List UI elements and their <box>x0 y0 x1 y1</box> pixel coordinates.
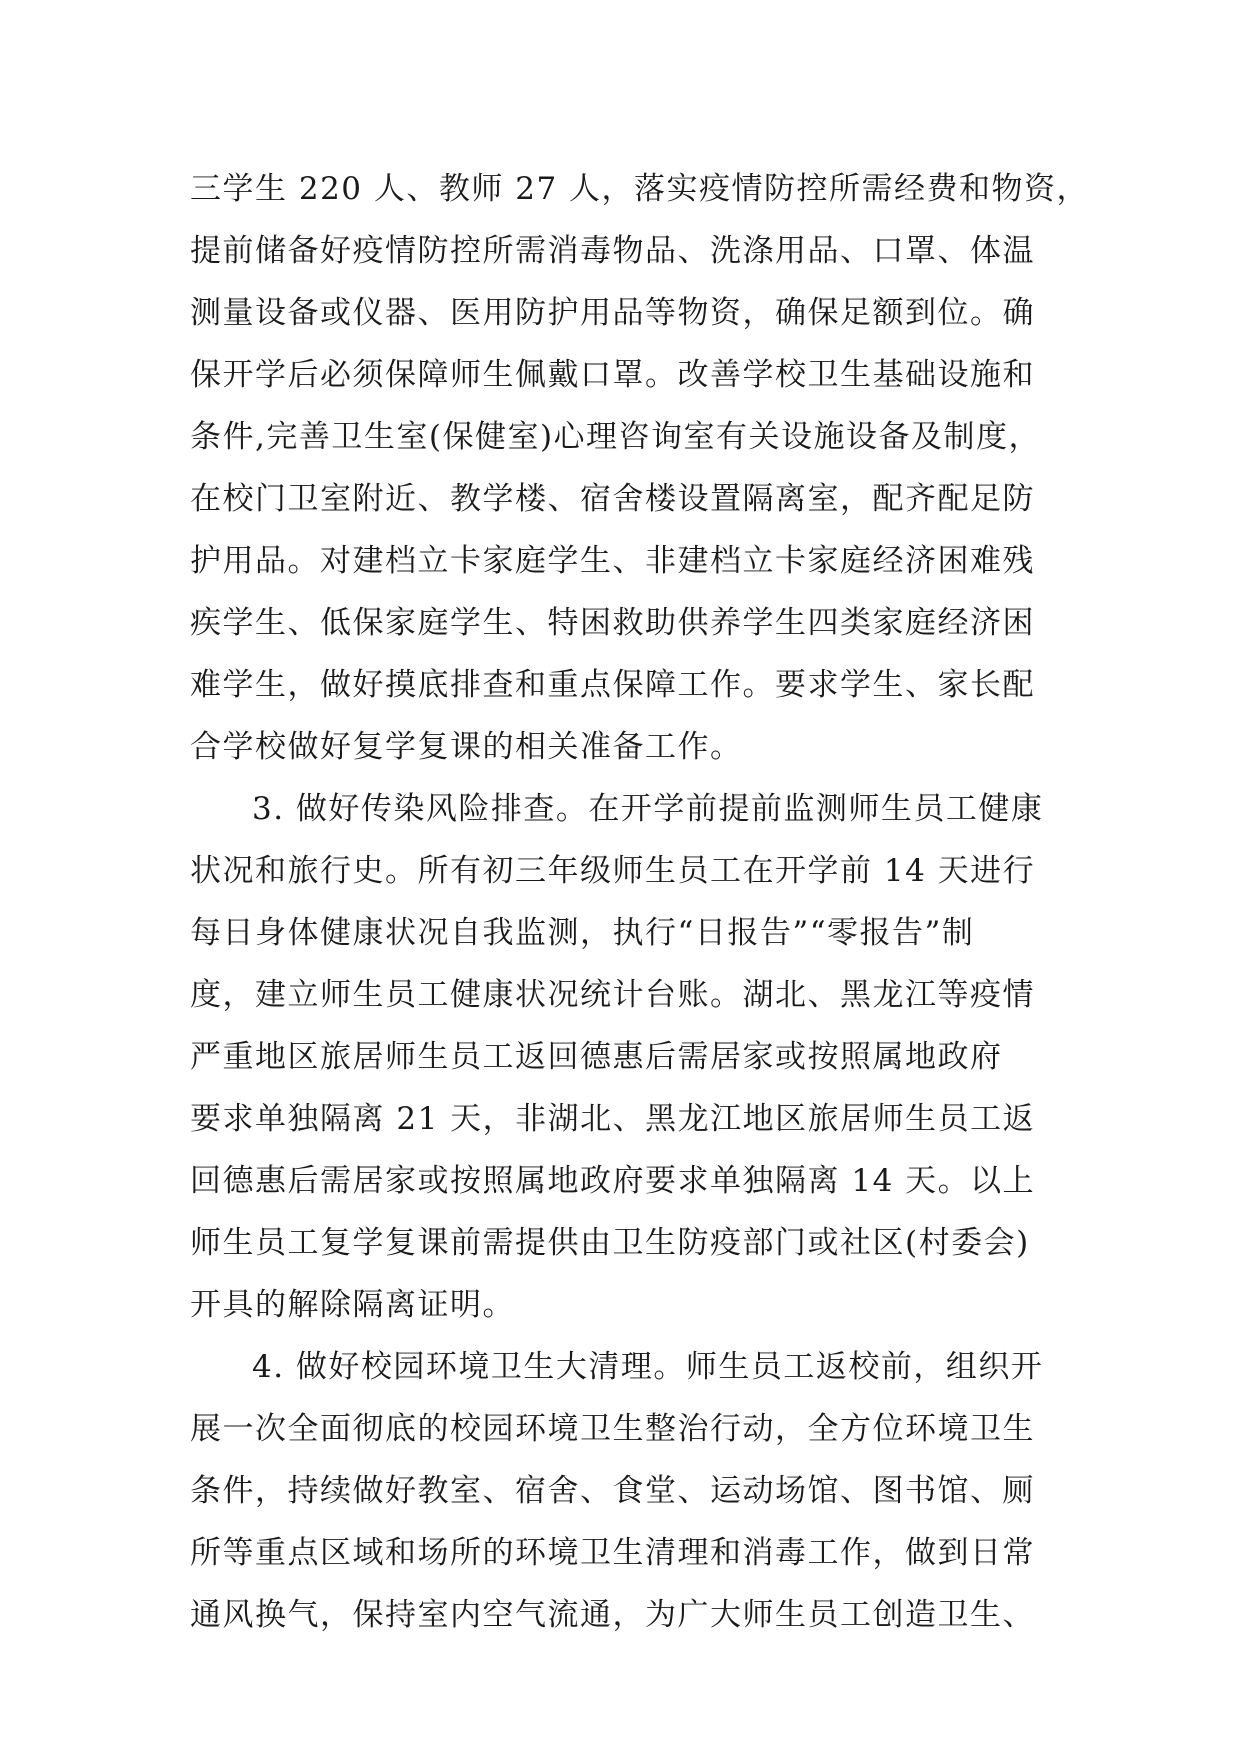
text-line: 回德惠后需居家或按照属地政府要求单独隔离 14 天。以上 <box>190 1163 1036 1199</box>
text-line: 保开学后必须保障师生佩戴口罩。改善学校卫生基础设施和 <box>190 357 1035 393</box>
text-line: 提前储备好疫情防控所需消毒物品、洗涤用品、口罩、体温 <box>190 233 1035 269</box>
text-line: 护用品。对建档立卡家庭学生、非建档立卡家庭经济困难残 <box>190 543 1035 579</box>
text-line: 难学生，做好摸底排查和重点保障工作。要求学生、家长配 <box>190 667 1035 703</box>
text-line: 三学生 220 人、教师 27 人，落实疫情防控所需经费和物资， <box>190 171 1090 207</box>
text-line: 师生员工复学复课前需提供由卫生防疫部门或社区(村委会) <box>190 1225 1030 1261</box>
text-line: 所等重点区域和场所的环境卫生清理和消毒工作，做到日常 <box>190 1535 1035 1571</box>
text-line: 度，建立师生员工健康状况统计台账。湖北、黑龙江等疫情 <box>190 977 1035 1013</box>
document-body <box>190 158 1090 1646</box>
text-line: 开具的解除隔离证明。 <box>190 1287 515 1323</box>
text-line: 条件，持续做好教室、宿舍、食堂、运动场馆、图书馆、厕 <box>190 1473 1035 1509</box>
text-line: 疾学生、低保家庭学生、特困救助供养学生四类家庭经济困 <box>190 605 1035 641</box>
text-line: 要求单独隔离 21 天，非湖北、黑龙江地区旅居师生员工返 <box>190 1101 1036 1137</box>
text-line: 在校门卫室附近、教学楼、宿舍楼设置隔离室，配齐配足防 <box>190 481 1035 517</box>
text-line: 4. 做好校园环境卫生大清理。师生员工返校前，组织开 <box>252 1349 1044 1385</box>
paragraph-resources <box>190 158 1090 778</box>
text-line: 状况和旅行史。所有初三年级师生员工在开学前 14 天进行 <box>190 853 1036 889</box>
text-line: 通风换气，保持室内空气流通，为广大师生员工创造卫生、 <box>190 1597 1035 1633</box>
text-line: 测量设备或仪器、医用防护用品等物资，确保足额到位。确 <box>190 295 1035 331</box>
text-line: 严重地区旅居师生员工返回德惠后需居家或按照属地政府 <box>190 1039 1003 1075</box>
paragraph-campus-cleaning <box>190 1336 1050 1646</box>
text-line: 每日身体健康状况自我监测，执行“日报告”“零报告”制 <box>190 915 975 951</box>
text-line: 展一次全面彻底的校园环境卫生整治行动，全方位环境卫生 <box>190 1411 1035 1447</box>
text-line: 合学校做好复学复课的相关准备工作。 <box>190 729 743 765</box>
text-line: 条件,完善卫生室(保健室)心理咨询室有关设施设备及制度， <box>190 419 1042 455</box>
paragraph-risk-screening <box>190 778 1050 1336</box>
text-line: 3. 做好传染风险排查。在开学前提前监测师生员工健康 <box>252 791 1044 827</box>
